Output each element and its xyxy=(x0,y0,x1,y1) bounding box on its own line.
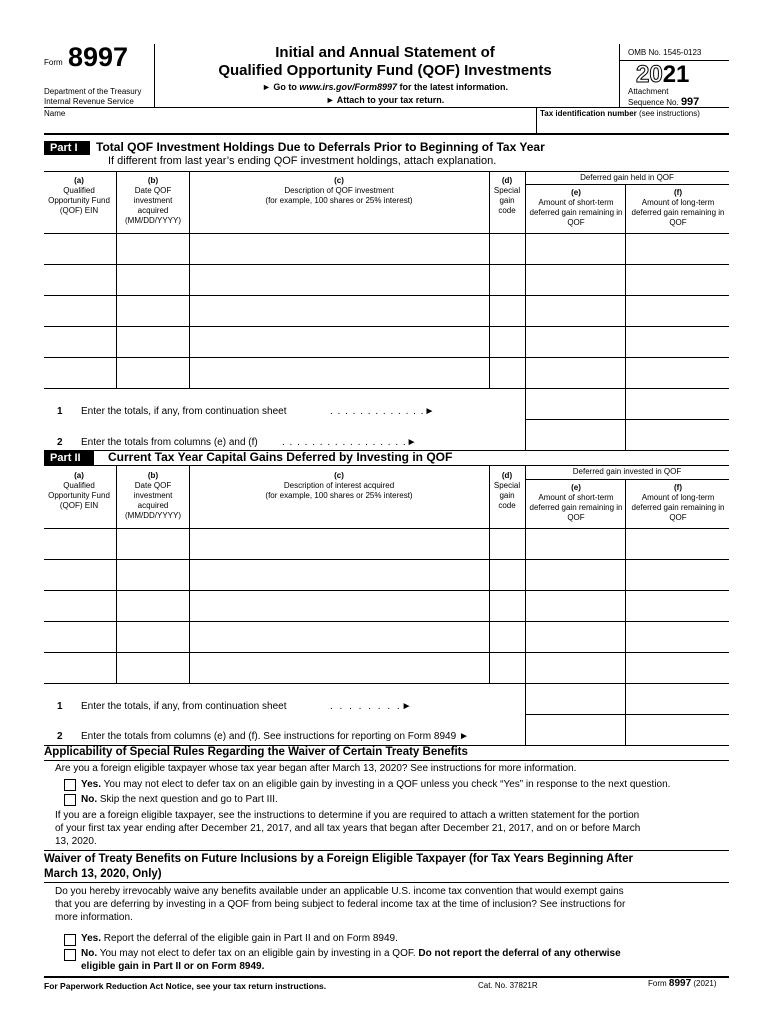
sequence-number: 997 xyxy=(680,96,700,108)
part1-subtitle: If different from last year’s ending QOF investment holdings, attach explanation. xyxy=(108,155,497,167)
part1-col-e-header: (e) Amount of short-term deferred gain remaining in QOF xyxy=(529,188,623,227)
part1-col-d-header: (d) Special gain code xyxy=(493,176,521,215)
header-divider-right xyxy=(619,44,620,108)
part1-col-c-header: (c) Description of QOF investment (for example, 100 shares or 25% interest) xyxy=(265,176,413,205)
applicability-question: Are you a foreign eligible taxpayer whose tax year began after March 13, 2020? See instructions for more information. xyxy=(55,763,577,774)
waiver-yes-text: Yes. Report the deferral of the eligible gain in Part II and on Form 8949. xyxy=(81,933,398,944)
applicability-paragraph: If you are a foreign eligible taxpayer, see the instructions to determine if you are required to attach a written statement for the portion of your first tax year ending after December 21, 2017, and all tax years that began after December 21, 2017, and on or before March 13, 2020. xyxy=(55,810,641,847)
part2-line2-number: 2 xyxy=(57,731,63,742)
form-word: Form xyxy=(44,58,63,67)
form-header xyxy=(0,0,770,120)
catalog-number: Cat. No. 37821R xyxy=(478,981,538,990)
part2-row[interactable] xyxy=(44,529,729,559)
waiver-no-text-cont: eligible gain in Part II or on Form 8949. xyxy=(81,961,265,972)
part1-line1-f-field[interactable] xyxy=(626,389,728,419)
applicability-yes-checkbox[interactable] xyxy=(64,779,76,791)
part1-line1-label: Enter the totals, if any, from continuation sheet xyxy=(81,406,287,417)
tax-year xyxy=(636,62,689,88)
dept-irs: Internal Revenue Service xyxy=(44,97,134,106)
part2-line1-label: Enter the totals, if any, from continuation sheet xyxy=(81,701,287,712)
attachment-label: Attachment xyxy=(628,87,669,96)
part1-line1-number: 1 xyxy=(57,406,63,417)
dept-treasury: Department of the Treasury xyxy=(44,87,142,96)
sequence-label: Sequence No. 997 xyxy=(628,96,700,108)
paperwork-notice: For Paperwork Reduction Act Notice, see your tax return instructions. xyxy=(44,981,327,991)
part2-col-c-header: (c) Description of interest acquired (for example, 100 shares or 25% interest) xyxy=(265,471,413,500)
part2-label: Part II xyxy=(44,451,94,465)
part2-line1-f-field[interactable] xyxy=(626,684,728,714)
waiver-yes-checkbox[interactable] xyxy=(64,934,76,946)
part1-row[interactable] xyxy=(44,327,729,357)
part2-col-b-header: (b) Date QOF investment acquired (MM/DD/YYYY) xyxy=(125,471,181,520)
name-label: Name xyxy=(44,109,66,118)
applicability-no-checkbox[interactable] xyxy=(64,794,76,806)
part1-row[interactable] xyxy=(44,265,729,295)
part1-title: Total QOF Investment Holdings Due to Deferrals Prior to Beginning of Tax Year xyxy=(96,140,545,154)
part2-col-f-header: (f) Amount of long-term deferred gain remaining in QOF xyxy=(631,483,725,522)
part2-col-d-header: (d) Special gain code xyxy=(493,471,521,510)
part1-line2-label: Enter the totals from columns (e) and (f) xyxy=(81,437,258,448)
part2-col-a-header: (a) Qualified Opportunity Fund (QOF) EIN xyxy=(48,471,110,510)
form-title-line2: Qualified Opportunity Fund (QOF) Investments xyxy=(218,62,552,79)
part1-line1-dots: . . . . . . . . . . . . .► xyxy=(330,406,436,417)
tin-label: Tax identification number (see instructions) xyxy=(540,109,700,118)
name-field[interactable] xyxy=(44,108,534,133)
part2-title: Current Tax Year Capital Gains Deferred by Investing in QOF xyxy=(108,450,453,464)
part1-line2-e-field[interactable] xyxy=(526,420,624,450)
part2-group-header: Deferred gain invested in QOF xyxy=(572,467,682,476)
goto-instruction: ► Go to www.irs.gov/Form8997 for the latest information. xyxy=(261,82,509,92)
waiver-question: Do you hereby irrevocably waive any benefits available under an applicable U.S. income tax convention that would exempt gains that you are deferring by investing in a QOF from being subject to federal income tax at the time of inclusion? See instructions for more information. xyxy=(55,886,626,923)
tax-year-bold: 21 xyxy=(662,61,690,88)
omb-number: OMB No. 1545-0123 xyxy=(628,48,702,57)
part2-row[interactable] xyxy=(44,591,729,621)
waiver-no-text: No. You may not elect to defer tax on an eligible gain by investing in a QOF. Do not report the deferral of any otherwise xyxy=(81,948,621,959)
part2-line1-dots: . . . . . . . .► xyxy=(330,701,414,712)
footer-form-id: Form 8997 (2021) xyxy=(648,978,717,989)
form-title-line1: Initial and Annual Statement of xyxy=(275,44,495,61)
irs-link[interactable]: www.irs.gov/Form8997 xyxy=(299,82,398,92)
applicability-title: Applicability of Special Rules Regarding the Waiver of Certain Treaty Benefits xyxy=(44,746,468,758)
part2-col-e-header: (e) Amount of short-term deferred gain remaining in QOF xyxy=(529,483,623,522)
tax-year-outline: 20 xyxy=(636,61,663,88)
waiver-no-checkbox[interactable] xyxy=(64,949,76,961)
part1-row[interactable] xyxy=(44,358,729,388)
part2-line2-f-field[interactable] xyxy=(626,715,728,744)
part1-row[interactable] xyxy=(44,296,729,326)
part2-row[interactable] xyxy=(44,622,729,652)
waiver-title: Waiver of Treaty Benefits on Future Inclusions by a Foreign Eligible Taxpayer (for Tax Years Beginning After March 13, 2020, Only) xyxy=(44,853,633,880)
part2-line1-e-field[interactable] xyxy=(526,684,624,714)
part2-row[interactable] xyxy=(44,653,729,683)
applicability-yes-text: Yes. You may not elect to defer tax on an eligible gain by investing in a QOF unless you check “Yes” in response to the next question. xyxy=(81,779,671,790)
part1-line2-dots: . . . . . . . . . . . . . . . . .► xyxy=(282,437,418,448)
part1-line2-f-field[interactable] xyxy=(626,420,728,450)
part2-line1-number: 1 xyxy=(57,701,63,712)
part2-row[interactable] xyxy=(44,560,729,590)
applicability-no-text: No. Skip the next question and go to Part III. xyxy=(81,794,278,805)
part1-col-b-header: (b) Date QOF investment acquired (MM/DD/YYYY) xyxy=(125,176,181,225)
form-number: 8997 xyxy=(68,42,129,72)
part1-line1-e-field[interactable] xyxy=(526,389,624,419)
part1-label: Part I xyxy=(44,141,90,155)
part1-group-header: Deferred gain held in QOF xyxy=(580,173,674,182)
part1-line2-number: 2 xyxy=(57,437,63,448)
attach-instruction: ► Attach to your tax return. xyxy=(325,95,445,105)
part2-line2-e-field[interactable] xyxy=(526,715,624,744)
part1-row[interactable] xyxy=(44,234,729,264)
tin-field[interactable] xyxy=(538,120,728,133)
part1-col-a-header: (a) Qualified Opportunity Fund (QOF) EIN xyxy=(48,176,110,215)
part1-col-f-header: (f) Amount of long-term deferred gain remaining in QOF xyxy=(631,188,725,227)
part2-line2-label: Enter the totals from columns (e) and (f). See instructions for reporting on Form 8949 ► xyxy=(81,731,469,742)
